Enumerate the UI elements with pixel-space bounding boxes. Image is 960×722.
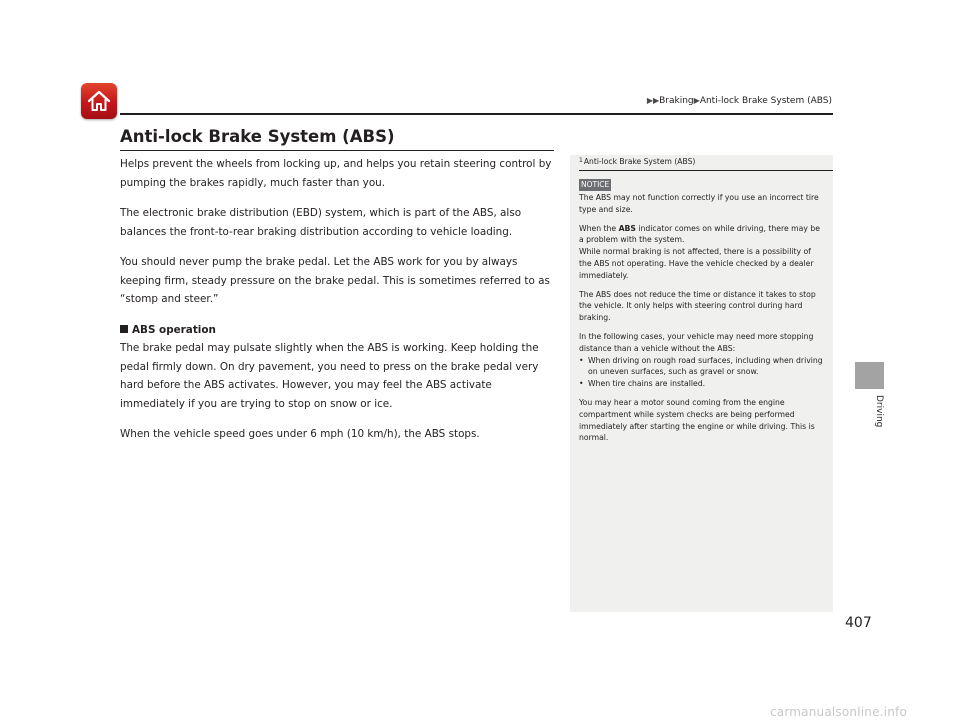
speed-paragraph: When the vehicle speed goes under 6 mph (10 km/h), the ABS stops. — [120, 428, 480, 440]
note-ref-number: 1 — [579, 157, 583, 164]
chapter-tab[interactable] — [855, 362, 884, 389]
side-note-panel — [570, 155, 833, 612]
indicator-text-pre: When the — [579, 223, 619, 233]
indicator-text — [579, 223, 823, 247]
breadcrumb-arrows: ▶▶ — [646, 96, 660, 105]
operation-paragraph: The brake pedal may pulsate slightly when the ABS is working. Keep holding the pedal firmly down. On dry pavement, you need to press on the brake pedal very hard before the ABS activates. However, you may feel the ABS activate immediately if you are trying to stop on snow or ice. — [120, 342, 539, 410]
breadcrumb — [647, 96, 832, 106]
list-item — [579, 355, 823, 379]
abs-indicator-label: ABS — [618, 223, 636, 233]
title-rule — [120, 150, 554, 151]
bullet-text: When tire chains are installed. — [588, 379, 706, 389]
breadcrumb-link-braking[interactable]: Braking — [659, 96, 694, 106]
breadcrumb-current: Anti-lock Brake System (ABS) — [699, 96, 832, 106]
section-heading-text: ABS operation — [132, 323, 216, 336]
indicator-text-2: While normal braking is not affected, there is a possibility of the ABS not operating. Have the vehicle checked by a dealer immediately. — [579, 247, 814, 280]
time-text: The ABS does not reduce the time or distance it takes to stop the vehicle. It only helps with steering control during hard braking. — [579, 289, 816, 323]
breadcrumb-separator: ▶ — [693, 96, 700, 105]
list-item — [579, 378, 823, 390]
note-content — [570, 171, 833, 444]
header-rule — [120, 113, 833, 115]
chapter-tab-label: Driving — [874, 395, 884, 428]
cases-intro: In the following cases, your vehicle may need more stopping distance than a vehicle without the ABS: — [579, 331, 814, 353]
note-header-title: Anti-lock Brake System (ABS) — [583, 157, 696, 166]
bullet-text: When driving on rough road surfaces, including when driving on uneven surfaces, such as gravel or snow. — [588, 355, 823, 377]
notice-badge: NOTICE — [581, 180, 610, 189]
home-icon — [86, 88, 112, 114]
bullet-list — [579, 355, 823, 390]
intro-paragraph: Helps prevent the wheels from locking up, and helps you retain steering control by pumping the brakes rapidly, much faster than you. — [120, 158, 552, 189]
page-number: 407 — [845, 615, 872, 631]
section-square-icon — [120, 325, 128, 333]
notice-text: The ABS may not function correctly if you use an incorrect tire type and size. — [579, 193, 819, 214]
pump-paragraph: You should never pump the brake pedal. Let the ABS work for you by always keeping firm, steady pressure on the brake pedal. This is sometimes referred to as “stomp and steer.” — [120, 256, 550, 305]
ebd-paragraph: The electronic brake distribution (EBD) system, which is part of the ABS, also balances the front-to-rear braking distribution according to vehicle loading. — [120, 207, 522, 238]
indicator-text-post: indicator comes on while driving, there may be a problem with the system. — [579, 223, 820, 245]
motor-text: You may hear a motor sound coming from the engine compartment while system checks are being performed immediately after starting the engine or while driving. This is normal. — [579, 397, 815, 443]
bullet-icon: • — [579, 355, 584, 365]
watermark: carmanualsonline.info — [770, 705, 907, 719]
note-header — [579, 155, 833, 171]
main-body — [120, 155, 556, 456]
page-title: Anti-lock Brake System (ABS) — [120, 127, 395, 146]
bullet-icon: • — [579, 379, 584, 389]
home-button[interactable] — [81, 83, 117, 119]
section-heading — [120, 321, 556, 340]
